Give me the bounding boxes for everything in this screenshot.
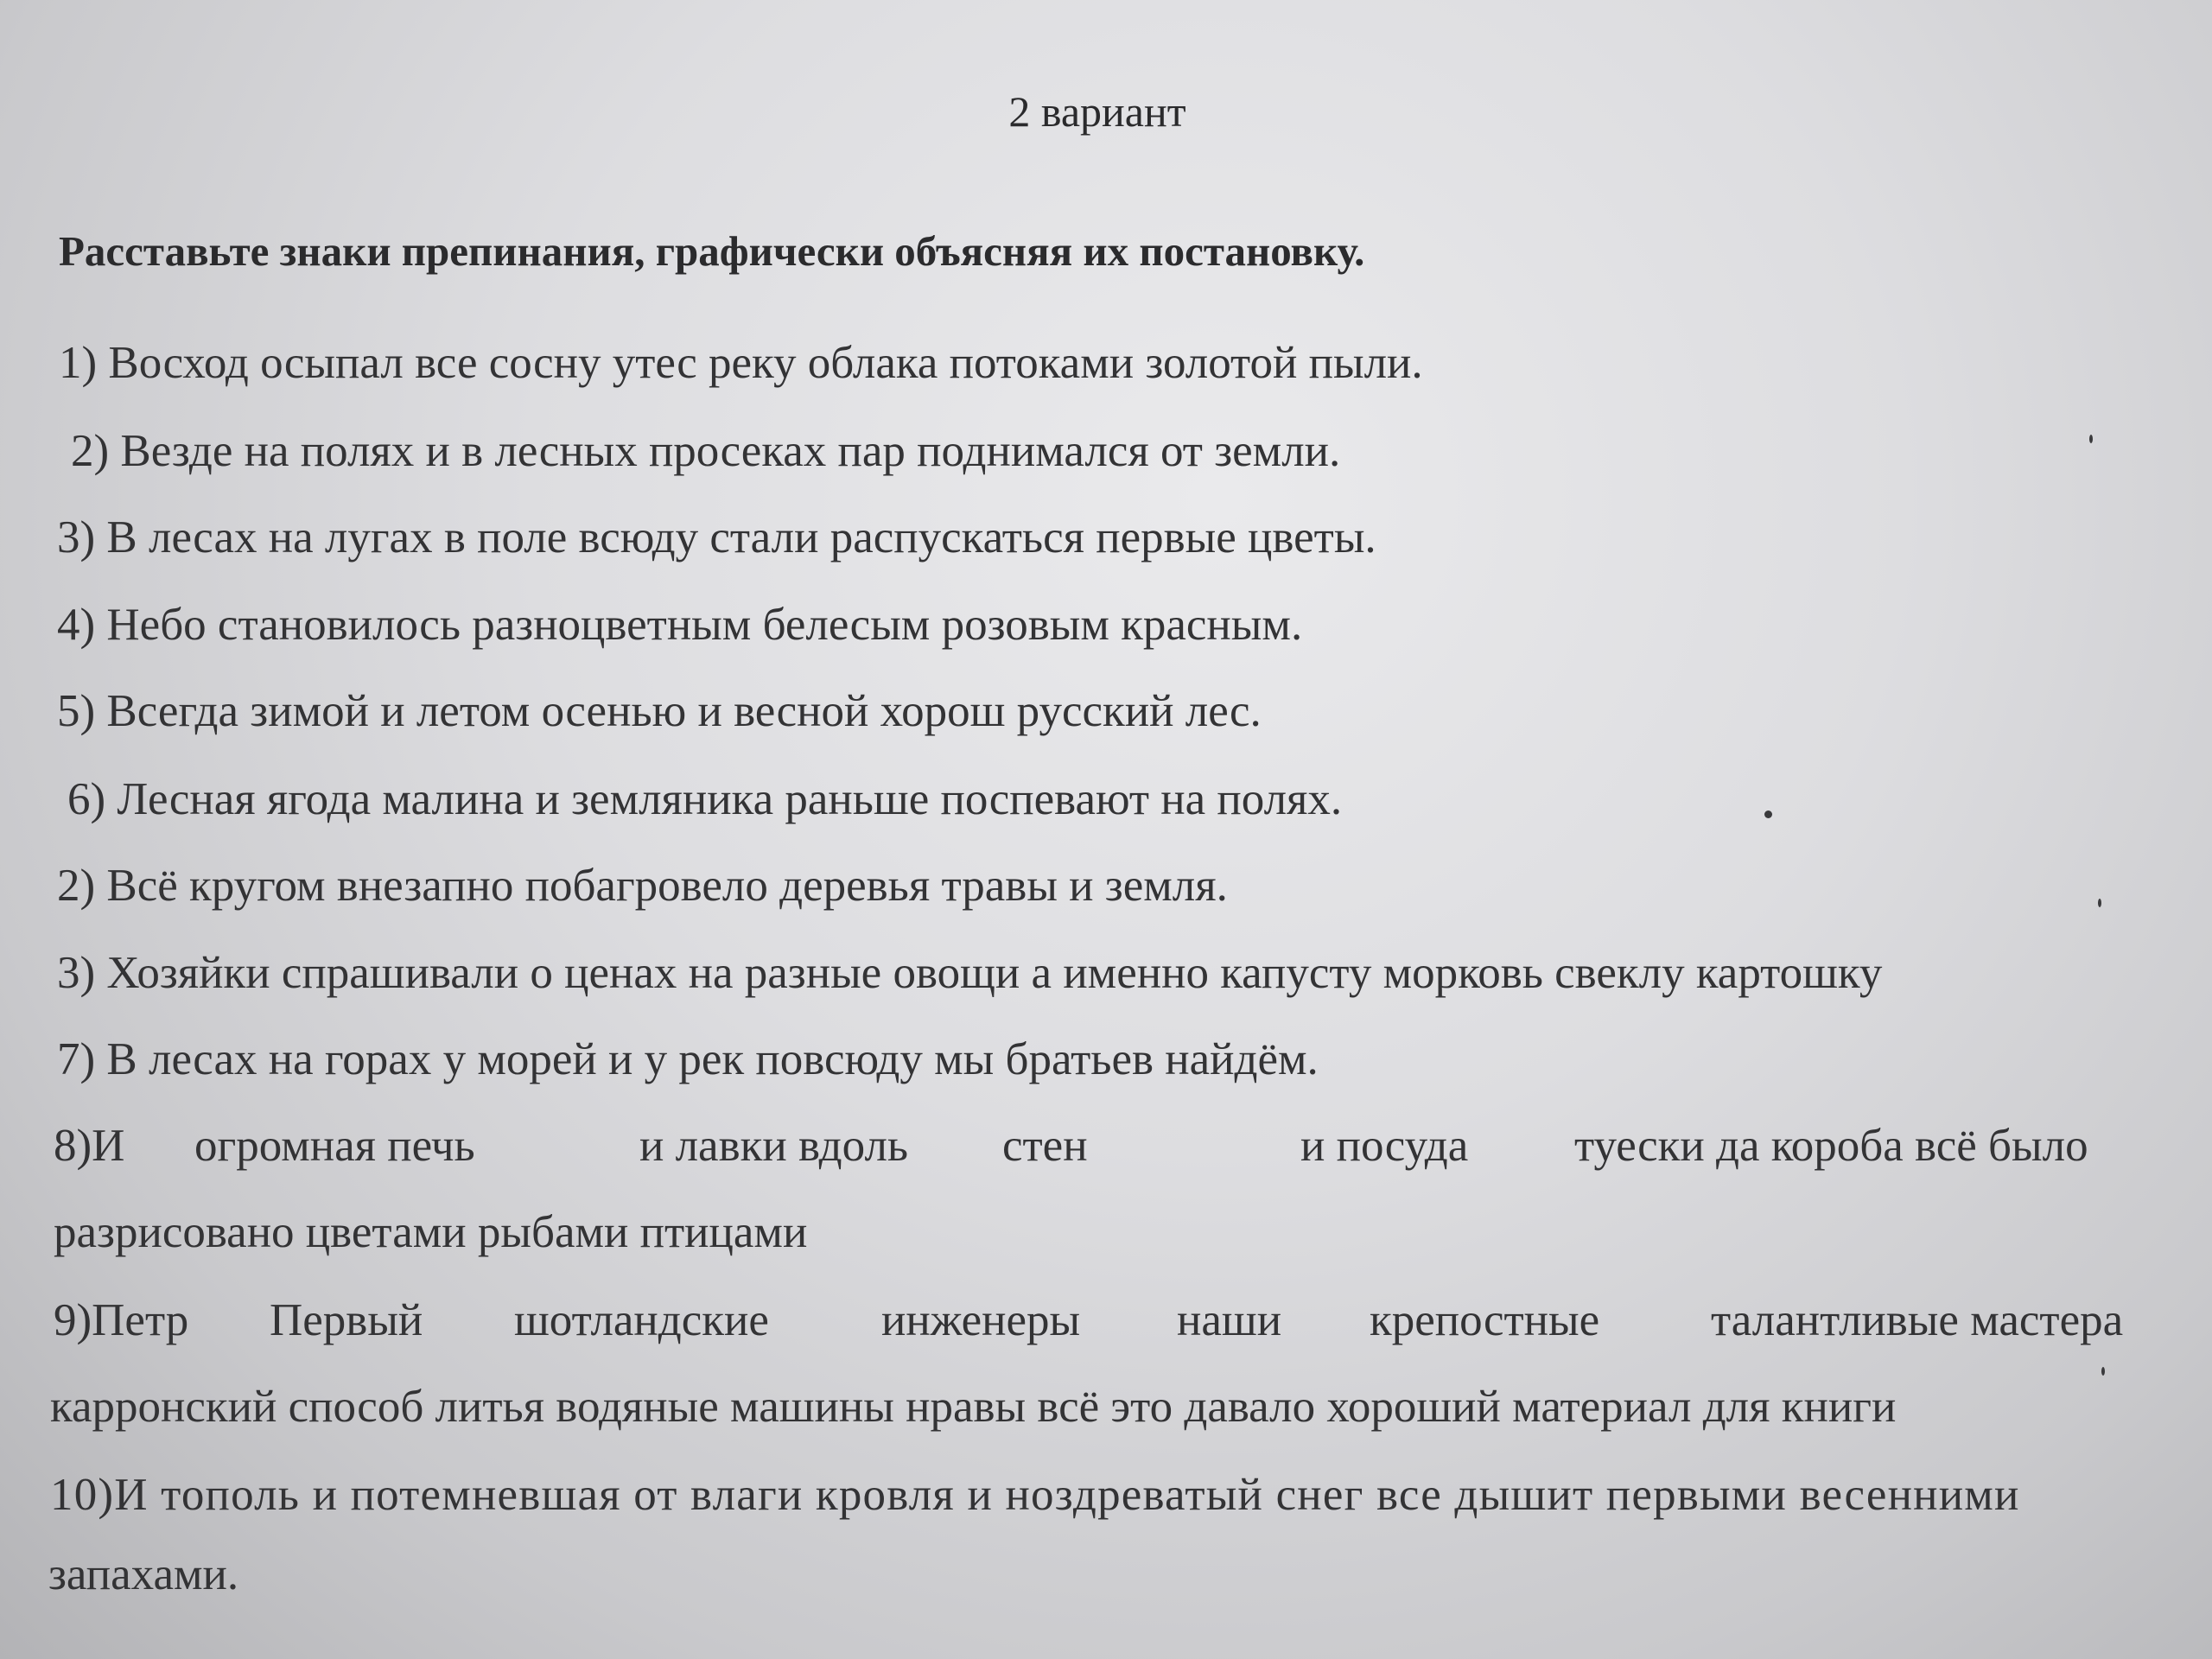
sentence-11-part: Первый xyxy=(270,1295,423,1345)
sentence-11-part: 9)Петр xyxy=(54,1295,189,1345)
sentence-4: 4) Небо становилось разноцветным белесым розовым красным. xyxy=(57,600,1303,650)
ink-speck xyxy=(2098,899,2101,907)
sentence-11-part: крепостные xyxy=(1370,1295,1600,1345)
sentence-11-part: инженеры xyxy=(881,1295,1081,1345)
sentence-6: 6) Лесная ягода малина и земляника раньше поспевают на полях. xyxy=(67,774,1343,824)
ink-speck xyxy=(2089,435,2093,443)
sentence-11-part: талантливые мастера xyxy=(1711,1295,2124,1345)
sentence-12-continuation: запахами. xyxy=(48,1549,239,1599)
sentence-7: 2) Всё кругом внезапно побагровело деревья травы и земля. xyxy=(57,861,1228,911)
sentence-11-part: наши xyxy=(1177,1295,1282,1345)
task-instruction: Расставьте знаки препинания, графически объясняя их постановку. xyxy=(59,227,1365,275)
sentence-10-part: и посуда xyxy=(1300,1121,1469,1171)
page-title: 2 вариант xyxy=(1008,87,1186,136)
sentence-3: 3) В лесах на лугах в поле всюду стали распускаться первые цветы. xyxy=(57,512,1376,563)
sentence-1: 1) Восход осыпал все сосну утес реку облака потоками золотой пыли. xyxy=(59,338,1423,388)
sentence-9: 7) В лесах на горах у морей и у рек повсюду мы братьев найдём. xyxy=(57,1034,1319,1084)
ink-speck xyxy=(1764,810,1772,818)
sentence-10-part: и лавки вдоль xyxy=(639,1121,909,1171)
sentence-11-continuation: карронский способ литья водяные машины нравы всё это давало хороший материал для книги xyxy=(50,1382,1897,1432)
sentence-10-part: туески да короба всё было xyxy=(1574,1121,2088,1171)
sentence-10-part: стен xyxy=(1002,1121,1088,1171)
sentence-12-line: 10)И тополь и потемневшая от влаги кровля и ноздреватый снег все дышит первыми весенними xyxy=(50,1470,2020,1520)
sentence-5: 5) Всегда зимой и летом осенью и весной хорош русский лес. xyxy=(57,686,1262,736)
sentence-2: 2) Везде на полях и в лесных просеках пар поднимался от земли. xyxy=(71,426,1341,476)
sentence-10-part: 8)И xyxy=(54,1121,125,1171)
sentence-11-part: шотландские xyxy=(514,1295,769,1345)
sentence-8: 3) Хозяйки спрашивали о ценах на разные овощи а именно капусту морковь свеклу картошку xyxy=(57,948,1883,998)
sentence-10-continuation: разрисовано цветами рыбами птицами xyxy=(54,1207,808,1257)
ink-speck xyxy=(2101,1367,2105,1376)
sentence-10-part: огромная печь xyxy=(194,1121,475,1171)
